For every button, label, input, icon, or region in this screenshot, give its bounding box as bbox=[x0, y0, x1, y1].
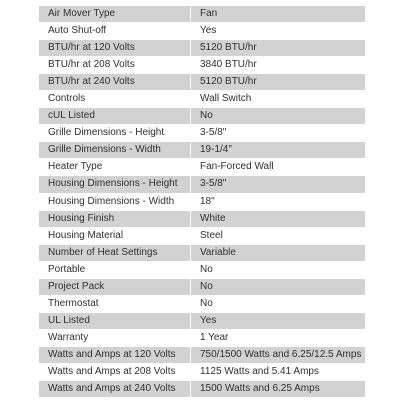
table-row bbox=[39, 74, 366, 91]
spec-value: No bbox=[191, 108, 366, 125]
spec-value: 5120 BTU/hr bbox=[191, 40, 366, 57]
spec-label: Housing Dimensions - Height bbox=[39, 176, 191, 193]
spec-value: 3-5/8" bbox=[191, 176, 366, 193]
spec-label: Project Pack bbox=[39, 278, 191, 295]
spec-label: Watts and Amps at 208 Volts bbox=[39, 363, 191, 380]
spec-value: 1125 Watts and 5.41 Amps bbox=[191, 363, 366, 380]
spec-table bbox=[38, 5, 366, 398]
spec-value: 5120 BTU/hr bbox=[191, 74, 366, 91]
spec-label: Housing Finish bbox=[39, 210, 191, 227]
table-row bbox=[39, 346, 366, 363]
spec-value: 1500 Watts and 6.25 Amps bbox=[191, 381, 366, 398]
spec-label: Housing Material bbox=[39, 227, 191, 244]
spec-table-container bbox=[38, 5, 365, 398]
spec-label: Thermostat bbox=[39, 295, 191, 312]
spec-label: Heater Type bbox=[39, 159, 191, 176]
spec-value: 3840 BTU/hr bbox=[191, 57, 366, 74]
spec-label: Auto Shut-off bbox=[39, 23, 191, 40]
spec-label: Controls bbox=[39, 91, 191, 108]
spec-value: 750/1500 Watts and 6.25/12.5 Amps bbox=[191, 346, 366, 363]
spec-label: Watts and Amps at 120 Volts bbox=[39, 346, 191, 363]
spec-label: cUL Listed bbox=[39, 108, 191, 125]
spec-label: Warranty bbox=[39, 329, 191, 346]
spec-value: No bbox=[191, 295, 366, 312]
spec-value: 1 Year bbox=[191, 329, 366, 346]
spec-label: Air Mover Type bbox=[39, 6, 191, 23]
table-row bbox=[39, 193, 366, 210]
spec-label: Watts and Amps at 240 Volts bbox=[39, 381, 191, 398]
table-row bbox=[39, 312, 366, 329]
spec-value: Yes bbox=[191, 312, 366, 329]
spec-value: Steel bbox=[191, 227, 366, 244]
spec-table-body bbox=[39, 6, 366, 398]
table-row bbox=[39, 57, 366, 74]
spec-label: UL Listed bbox=[39, 312, 191, 329]
table-row bbox=[39, 244, 366, 261]
spec-value: White bbox=[191, 210, 366, 227]
spec-label: BTU/hr at 208 Volts bbox=[39, 57, 191, 74]
table-row bbox=[39, 159, 366, 176]
table-row bbox=[39, 91, 366, 108]
table-row bbox=[39, 210, 366, 227]
spec-label: BTU/hr at 240 Volts bbox=[39, 74, 191, 91]
spec-value: Yes bbox=[191, 23, 366, 40]
table-row bbox=[39, 261, 366, 278]
spec-label: Number of Heat Settings bbox=[39, 244, 191, 261]
table-row bbox=[39, 278, 366, 295]
table-row bbox=[39, 40, 366, 57]
table-row bbox=[39, 295, 366, 312]
table-row bbox=[39, 329, 366, 346]
spec-value: 18" bbox=[191, 193, 366, 210]
spec-label: Grille Dimensions - Height bbox=[39, 125, 191, 142]
table-row bbox=[39, 142, 366, 159]
table-row bbox=[39, 176, 366, 193]
table-row bbox=[39, 23, 366, 40]
spec-value: Fan-Forced Wall bbox=[191, 159, 366, 176]
spec-label: Grille Dimensions - Width bbox=[39, 142, 191, 159]
spec-value: Variable bbox=[191, 244, 366, 261]
spec-value: 3-5/8" bbox=[191, 125, 366, 142]
spec-label: BTU/hr at 120 Volts bbox=[39, 40, 191, 57]
spec-label: Housing Dimensions - Width bbox=[39, 193, 191, 210]
spec-value: Fan bbox=[191, 6, 366, 23]
table-row bbox=[39, 108, 366, 125]
spec-value: No bbox=[191, 261, 366, 278]
spec-value: 19-1/4" bbox=[191, 142, 366, 159]
table-row bbox=[39, 381, 366, 398]
spec-label: Portable bbox=[39, 261, 191, 278]
table-row bbox=[39, 363, 366, 380]
table-row bbox=[39, 227, 366, 244]
table-row bbox=[39, 6, 366, 23]
spec-value: No bbox=[191, 278, 366, 295]
table-row bbox=[39, 125, 366, 142]
spec-value: Wall Switch bbox=[191, 91, 366, 108]
